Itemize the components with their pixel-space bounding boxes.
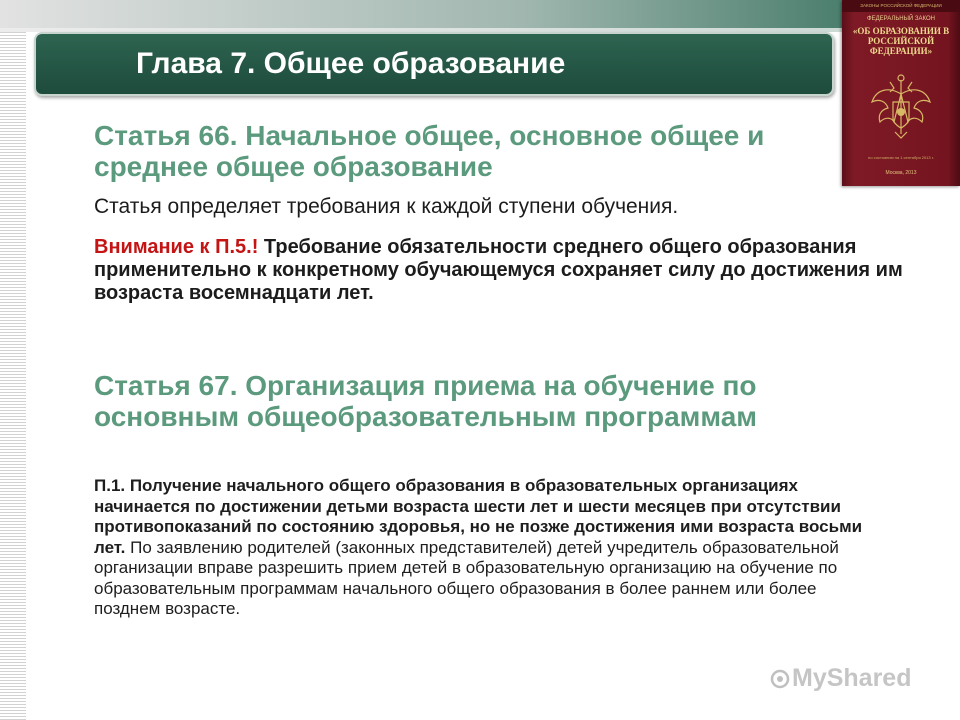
article-67-paragraph-1 [94, 476, 884, 620]
book-law-type: ФЕДЕРАЛЬНЫЙ ЗАКОН [867, 16, 935, 22]
side-stripes-decoration [0, 0, 26, 720]
article-66-description: Статья определяет требования к каждой ступени обучения. [94, 195, 679, 218]
book-series-label: ЗАКОНЫ РОССИЙСКОЙ ФЕДЕРАЦИИ [842, 0, 960, 12]
article-66-heading: Статья 66. Начальное общее, основное общее и среднее общее образование [94, 120, 765, 182]
attention-label: Внимание к П.5.! [94, 236, 259, 258]
attention-text: Требование обязательности среднего общего образования применительно к конкретному обучающемуся сохраняет силу до достижения им возраста восемнадцати лет. [94, 236, 903, 304]
paragraph-1-regular-text: По заявлению родителей (законных представителей) детей учредитель образовательной организации вправе разрешить прием детей в образовательную организацию на обучение по образовательным программам начального общего образования в более раннем или более позднем возрасте. [94, 537, 839, 618]
watermark [770, 664, 940, 692]
top-gradient-band [0, 0, 960, 28]
slide-title: Глава 7. Общее образование [136, 47, 566, 80]
article-67-heading: Статья 67. Организация приема на обучение по основным общеобразовательным программам [94, 370, 758, 432]
law-book-cover-image [842, 0, 960, 186]
watermark-logo-icon [770, 669, 790, 689]
paragraph-1-bold-text: П.1. Получение начального общего образования в образовательных организациях начинается по достижении детьми возраста шести лет и шести месяцев при отсутствии противопоказаний по состоянию здоровья, но не позже достижения ими возраста восьми лет. [94, 476, 863, 557]
book-publication-place: Москва, 2013 [885, 170, 917, 176]
coat-of-arms-icon [868, 72, 934, 144]
book-status-note: по состоянию на 1 сентября 2013 г. [868, 155, 934, 160]
article-66-attention-note [94, 236, 914, 305]
book-law-title: «ОБ ОБРАЗОВАНИИ В РОССИЙСКОЙ ФЕДЕРАЦИИ» [852, 26, 950, 56]
watermark-text: MyShared [792, 664, 912, 692]
